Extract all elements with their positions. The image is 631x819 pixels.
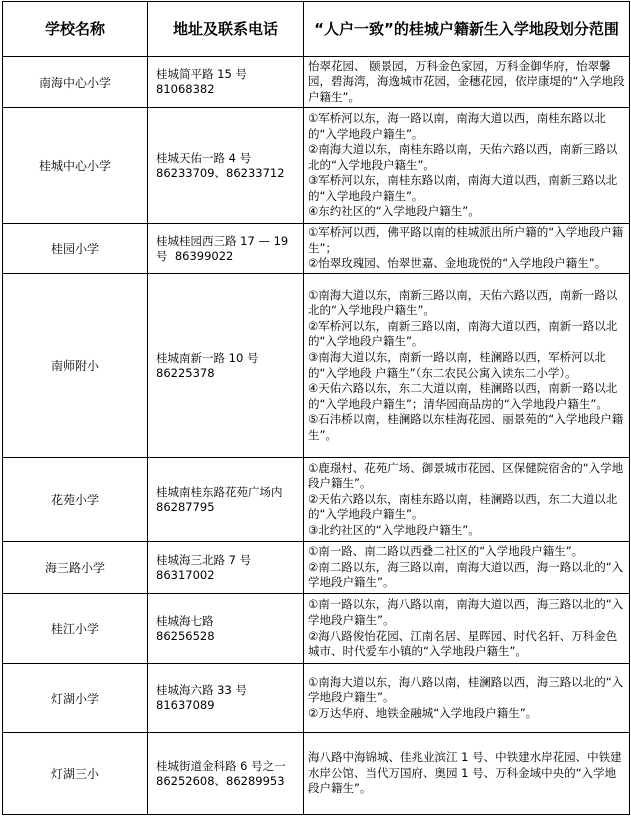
table-row	[3, 542, 630, 594]
school-name: 花苑小学	[3, 458, 148, 542]
zoning-scope	[304, 542, 630, 594]
school-name: 灯湖小学	[3, 664, 148, 733]
school-phone: 86399022	[174, 248, 234, 263]
scope-item: 怡翠花园、 颐景园，万科金色家园，万科金御华府，怡翠馨园，碧海湾，海逸城市花园，金穗花园，依岸康堤的“入学地段户籍生”。	[308, 58, 625, 104]
school-address-cell	[148, 664, 304, 733]
scope-item: ①军桥河以西，佛平路以南的桂城派出所户籍的“入学地段户籍生”；	[308, 225, 624, 255]
school-address: 桂城海三北路 7 号	[156, 552, 252, 567]
scope-item: ②海八路俊怡花园、江南名居、星晖园、时代名轩、万科金色城市、时代爱车小镇的“入学地段户籍生”。	[308, 628, 618, 659]
scope-item: ①南海大道以东，海八路以南，桂澜路以西，海三路以北的“入学地段户籍生”。	[308, 674, 624, 705]
zoning-scope	[304, 594, 630, 664]
school-phone: 86252608、86289953	[156, 773, 285, 788]
scope-item: ①南一路以东，海八路以南，南海大道以西，海三路以北的“入学地段户籍生”。	[308, 597, 624, 627]
school-address: 桂城南桂东路花苑广场内	[156, 484, 283, 499]
scope-item: ③北约社区的“入学地段户籍生”。	[308, 522, 480, 537]
header-address-phone: 地址及联系电话	[148, 2, 304, 57]
school-name: 南师附小	[3, 274, 148, 458]
school-name: 桂城中心小学	[3, 108, 148, 224]
zoning-scope	[304, 57, 630, 108]
school-address: 桂城海七路	[156, 613, 214, 628]
school-phone: 81637089	[156, 698, 215, 712]
school-address-cell	[148, 458, 304, 542]
header-zoning-scope: “人户一致”的桂城户籍新生入学地段划分范围	[304, 2, 630, 57]
header-row	[3, 2, 630, 57]
scope-item: ①鹿璟村、花苑广场、御景城市花园、区保健院宿舍的“入学地段户籍生”。	[308, 460, 624, 491]
scope-item: ②怡翠玫瑰园、怡翠世嘉、金地珑悦的“入学地段户籍生”。	[308, 256, 607, 271]
scope-item: ⑤石𣲗桥以南，桂澜路以东桂海花园、丽景苑的“入学地段户籍生”。	[308, 412, 624, 442]
school-name: 桂园小学	[3, 224, 148, 274]
zoning-scope	[304, 733, 630, 815]
table-row	[3, 224, 630, 274]
zoning-scope	[304, 108, 630, 224]
scope-item: ②天佑六路以东，南桂东路以南，桂澜路以西，东二大道以北的“入学地段户籍生”。	[308, 491, 618, 522]
school-address-cell	[148, 224, 304, 274]
scope-item: ②万达华府、地铁金融城“入学地段户籍生”。	[308, 705, 538, 720]
school-address: 桂城街道金科路 6 号之一	[156, 758, 286, 773]
school-address-cell	[148, 733, 304, 815]
table-row	[3, 733, 630, 815]
table-row	[3, 274, 630, 458]
zoning-scope	[304, 664, 630, 733]
school-address-cell	[148, 594, 304, 664]
school-address: 桂城天佑一路 4 号	[156, 150, 252, 165]
school-address-cell	[148, 108, 304, 224]
school-address: 桂城简平路 15 号	[156, 67, 247, 81]
zoning-scope	[304, 458, 630, 542]
table-row	[3, 57, 630, 108]
zoning-scope	[304, 274, 630, 458]
school-name: 灯湖三小	[3, 733, 148, 815]
school-zoning-table	[2, 1, 630, 815]
scope-item: ①南一路、南二路以西叠二社区的“入学地段户籍生”。	[308, 544, 584, 559]
school-phone: 86256528	[156, 628, 215, 643]
school-phone: 86233709、86233712	[156, 165, 285, 180]
scope-item: ②南海大道以东，南桂东路以南，天佑六路以西，南新三路以北的“入学地段户籍生”。	[308, 142, 618, 172]
scope-item: ③军桥河以东，南桂东路以南，南海大道以西，南新三路以北的“入学地段户籍生”。	[308, 173, 618, 203]
school-address: 桂城海六路 33 号	[156, 683, 247, 697]
scope-item: ④天佑六路以东，东二大道以南，桂澜路以西，南新一路以北的“入学地段户籍生”；清华园商品房的“入学地段户籍生”。	[308, 381, 618, 411]
school-name: 南海中心小学	[3, 57, 148, 108]
table-row	[3, 664, 630, 733]
table-row	[3, 108, 630, 224]
scope-item: ①军桥河以东，海一路以南，南海大道以西，南桂东路以北的“入学地段户籍生”。	[308, 110, 606, 141]
scope-item: ④东约社区的“入学地段户籍生”。	[308, 204, 480, 219]
school-name: 海三路小学	[3, 542, 148, 594]
scope-item: ③南海大道以东，南新一路以南，桂澜路以西，军桥河以北的“入学地段 户籍生”（东二农民公寓入读东二小学）。	[308, 349, 606, 380]
scope-item: ②军桥河以东，南新三路以南，南海大道以西，南新一路以北的“入学地段户籍生”。	[308, 318, 618, 349]
table-row	[3, 458, 630, 542]
school-address-cell	[148, 542, 304, 594]
school-phone: 86287795	[156, 499, 215, 514]
header-school-name: 学校名称	[3, 2, 148, 57]
school-phone: 81068382	[156, 82, 215, 96]
school-phone: 86225378	[156, 365, 215, 380]
scope-item: ①南海大道以东，南新三路以南，天佑六路以西，南新一路以北的“入学地段户籍生”。	[308, 287, 618, 318]
school-address-cell	[148, 57, 304, 108]
school-address: 桂城桂园西三路 17 — 19 号	[156, 233, 289, 263]
scope-item: 海八路中海锦城、佳兆业滨江 1 号、中铁建水岸花园、中铁建水岸公馆、当代万国府、奥园 1 号、万科金域中央的“入学地段户籍生”。	[308, 750, 622, 796]
school-address: 桂城南新一路 10 号	[156, 350, 259, 365]
scope-item: ②南二路以东，海三路以南，南海大道以西，海一路以北的“入学地段户籍生”。	[308, 559, 624, 590]
zoning-scope	[304, 224, 630, 274]
school-name: 桂江小学	[3, 594, 148, 664]
school-address-cell	[148, 274, 304, 458]
school-phone: 86317002	[156, 567, 215, 582]
table-row	[3, 594, 630, 664]
